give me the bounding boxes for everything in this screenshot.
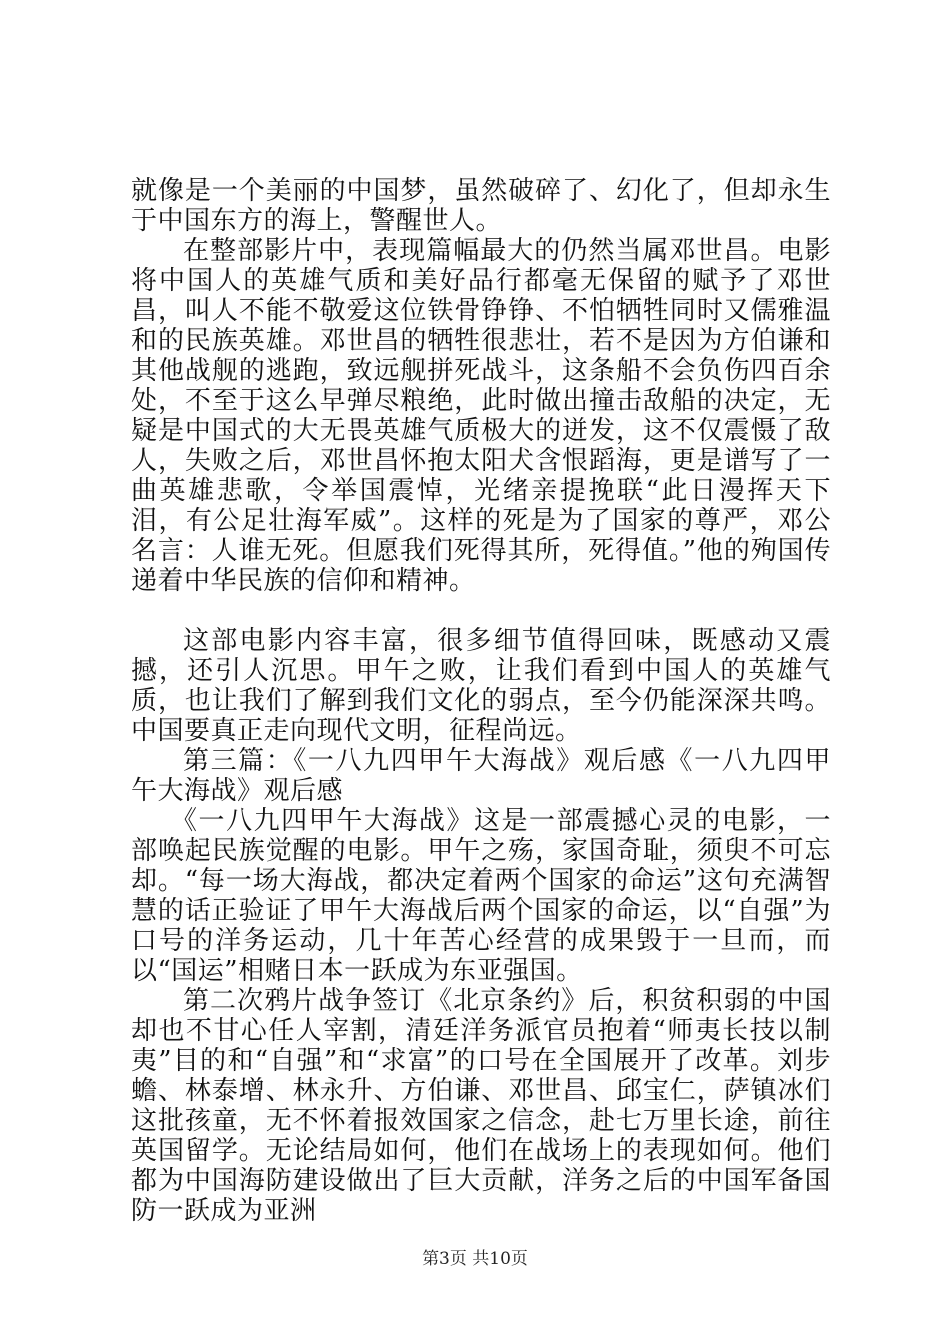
paragraph-summary: 这部电影内容丰富，很多细节值得回味，既感动又震撼，还引人沉思。甲午之败，让我们看到中国人的英雄气质，也让我们了解到我们文化的弱点，至今仍能深深共鸣。中国要真正走向现代文明，征程尚远。 [131,626,831,746]
paragraph-opium-war: 第二次鸦片战争签订《北京条约》后，积贫积弱的中国却也不甘心任人宰割，清廷洋务派官员抱着“师夷长技以制夷”目的和“自强”和“求富”的口号在全国展开了改革。刘步蟾、林泰增、林永升、方伯谦、邓世昌、邱宝仁，萨镇冰们这批孩童，无不怀着报效国家之信念，赴七万里长途，前往英国留学。无论结局如何，他们在战场上的表现如何。他们都为中国海防建设做出了巨大贡献，洋务之后的中国军备国防一跃成为亚洲 [131,986,831,1226]
paragraph-continuation: 就像是一个美丽的中国梦，虽然破碎了、幻化了，但却永生于中国东方的海上，警醒世人。 [131,176,831,236]
paragraph-intro: 《一八九四甲午大海战》这是一部震撼心灵的电影，一部唤起民族觉醒的电影。甲午之殇，家国奇耻，须臾不可忘却。“每一场大海战，都决定着两个国家的命运”这句充满智慧的话正验证了甲午大海战后两个国家的命运，以“自强”为口号的洋务运动，几十年苦心经营的成果毁于一旦而，而以“国运”相赌日本一跃成为东亚强国。 [131,806,831,986]
section-heading: 第三篇：《一八九四甲午大海战》观后感《一八九四甲午大海战》观后感 [131,746,831,806]
page-number-footer: 第3页 共10页 [422,1249,528,1269]
document-body [131,176,831,1226]
paragraph-deng-shichang: 在整部影片中，表现篇幅最大的仍然当属邓世昌。电影将中国人的英雄气质和美好品行都毫无保留的赋予了邓世昌，叫人不能不敬爱这位铁骨铮铮、不怕牺牲同时又儒雅温和的民族英雄。邓世昌的牺牲很悲壮，若不是因为方伯谦和其他战舰的逃跑，致远舰拼死战斗，这条船不会负伤四百余处，不至于这么早弹尽粮绝，此时做出撞击敌船的决定，无疑是中国式的大无畏英雄气质极大的迸发，这不仅震慑了敌人，失败之后，邓世昌怀抱太阳犬含恨蹈海，更是谱写了一曲英雄悲歌，令举国震悼，光绪亲提挽联“此日漫挥天下泪，有公足壮海军威”。这样的死是为了国家的尊严，邓公名言：人谁无死。但愿我们死得其所，死得值。”他的殉国传递着中华民族的信仰和精神。 [131,236,831,596]
